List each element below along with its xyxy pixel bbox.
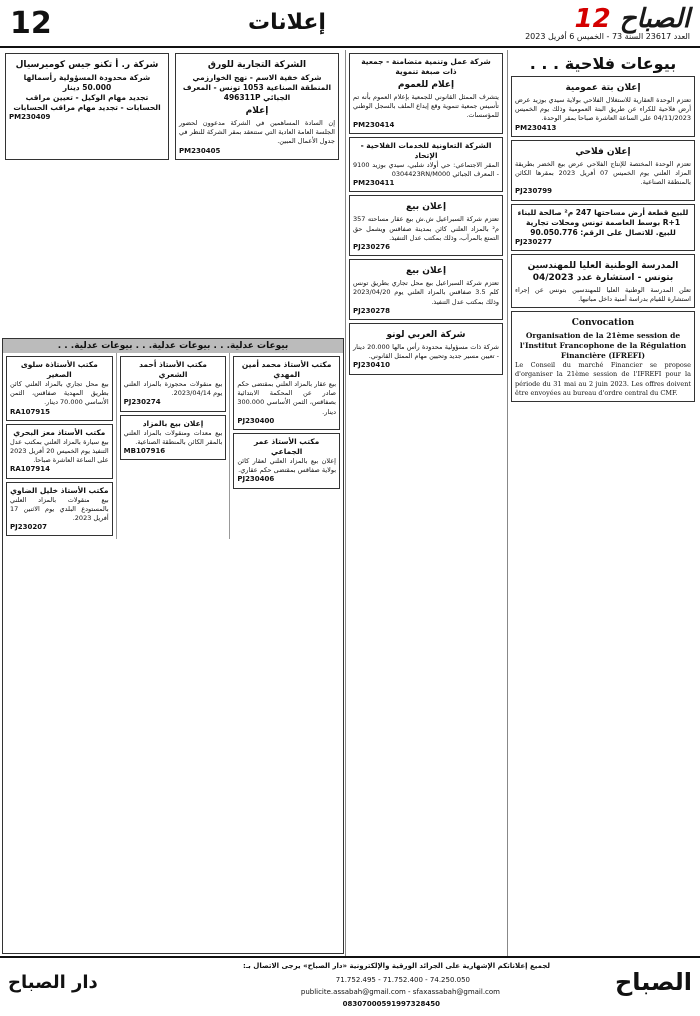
- ad-reference: PJ230207: [9, 523, 47, 532]
- ad-paper-company: [175, 53, 339, 160]
- ad-reference: RA107915: [9, 407, 51, 416]
- ad-body: إن السادة المساهمين في الشركة مدعوون لحضور الجلسة العامة العادية التي ستنعقد بمقر الشركة للنظر في جدول الأعمال المبين.: [179, 119, 335, 146]
- ad-convocation-french: [511, 311, 695, 402]
- judicial-sales-section: [2, 338, 344, 954]
- judicial-ad: [233, 433, 340, 489]
- ad-title: مكتب الأستاذ خليل الضاوي: [10, 485, 109, 495]
- ad-reference: PJ230400: [237, 416, 275, 425]
- ad-title: مكتب الأستاذة سلوى الصغير: [20, 360, 98, 379]
- ad-body: تعتزم شركة السبراعيل ش.ش بيع عقار مساحته 357 م² بالمزاد العلني كائن بمدينة صفاقس ويشمل حق التمتع بالمرآب، وذلك بمكتب عدل التنفيذ.: [353, 215, 499, 242]
- ad-body: بيع منقولات محجوزة بالمزاد العلني يوم 2023/04/14.: [123, 380, 223, 398]
- ad-title: شركة ر. أ تكنو جيس كوميرسيال: [15, 60, 159, 70]
- ad-reference: PJ230406: [237, 475, 275, 484]
- ad-title: الشركة التجارية للورق: [207, 60, 307, 70]
- ad-reference: PM230409: [9, 113, 51, 121]
- newspaper-logo: 12 الصباح: [574, 4, 690, 34]
- ad-engineering-school: [511, 254, 695, 308]
- judicial-ad: [6, 482, 113, 537]
- ad-agri-notice: [511, 140, 695, 201]
- ad-body: يتشرف الممثل القانوني للجمعية بإعلام العموم بأنه تم تأسيس جمعية تنموية وقع إيداع الملف بالسجل الوطني للمؤسسات.: [353, 93, 499, 120]
- ad-body: المقر الاجتماعي: حي أولاد شلبي، سيدي بوزيد 9100 - المعرف الجبائي 0304423RN/M000: [353, 160, 499, 179]
- footer-contact-line: لجميع إعلاناتكم الإشهارية على الجرائد الورقية والإلكترونية «دار الصباح» يرجى الاتصال بـ:: [242, 962, 550, 970]
- ad-body: تجديد مهام الوكيل - تعيين مراقب الحسابات - تجديد مهام مراقب الحسابات: [13, 93, 161, 112]
- banner-agri-sales: بيوعات فلاحية . . .: [529, 54, 677, 73]
- ad-body: بيع عقار بالمزاد العلني بمقتضى حكم صادر عن المحكمة الابتدائية بصفاقس، الثمن الأساسي 300.000 دينار.: [237, 380, 336, 416]
- footer-account: 08307000591997328450: [342, 1000, 440, 1008]
- ad-reference: PJ230274: [123, 398, 161, 407]
- ad-body: Le Conseil du marché Financier se propose d'organiser la 21ème session de l'IFREFI pour la période du 31 mai au 2 juin 2023. Les offres doivent être envoyées au bureau d'ordre central du CMF.: [515, 361, 691, 397]
- column-right: [507, 50, 698, 956]
- ad-title: شركة عمل وتنمية متضامنة - جمعية ذات صبغة تنموية: [361, 57, 491, 76]
- ad-reference: RA107914: [9, 465, 51, 474]
- ad-body: تعلن المدرسة الوطنية العليا للمهندسين بتونس عن إجراء استشارة للقيام بدراسة أمنية داخل مبانيها.: [515, 285, 691, 304]
- ad-reference: PJ230278: [353, 306, 390, 315]
- ad-title: مكتب الأستاذ معز البحري: [13, 427, 106, 437]
- ad-title: الشركة التعاونية للخدمات الفلاحية - الإتحاد: [360, 140, 492, 160]
- ad-title: إعلان بتة عمومية: [565, 83, 641, 93]
- ad-heading: إعلام: [245, 106, 269, 116]
- ad-subtitle: إعلام للعموم: [397, 80, 455, 90]
- ad-company-laarbi: [349, 323, 503, 375]
- judicial-col-2: [116, 353, 230, 539]
- ad-title: شركة العربي لونو: [386, 330, 466, 341]
- ad-title: مكتب الأستاذ أحمد الشعري: [139, 360, 207, 379]
- ad-reference: PM230405: [179, 146, 221, 155]
- ad-subtitle: شركة محدودة المسؤولية رأسمالها 50.000 دينار: [23, 73, 151, 92]
- ad-land-sale: [511, 204, 695, 251]
- ad-subtitle: Organisation de la 21ème session de l'Institut Francophone de la Régulation Financière (IFREFI): [519, 331, 687, 361]
- ad-title: إعلان بيع: [405, 202, 447, 213]
- ad-body: تعتزم الوحدة المختصة للإنتاج الفلاحي عرض بيع الخضر بطريقة المزاد العلني يوم الخميس 07 أفريل 2023 بمقرها الكائن بالمنطقة الصناعية.: [515, 159, 691, 187]
- ad-title: إعلان فلاحي: [575, 146, 631, 157]
- ad-reference: PJ230410: [353, 361, 390, 370]
- ad-title: إعلان بيع: [405, 266, 447, 277]
- footer-logo-left: دار الصباح: [8, 972, 98, 993]
- ad-body: إعلان بيع بالمزاد العلني لعقار كائن بولاية صفاقس بمقتضى حكم عقاري.: [237, 457, 336, 475]
- ad-association: [349, 53, 503, 134]
- footer-logo-right: الصباح: [615, 968, 692, 996]
- column-left-upper: [2, 50, 342, 336]
- ad-body: للبيع قطعة أرض مساحتها 247 م² صالحة للبناء R+1 بوسط العاصمة تونس ومحلات تجارية للبيع. للاتصال على الرقم: 90.050.776: [517, 207, 689, 237]
- ad-body: بيع محل تجاري بالمزاد العلني كائن بطريق المهدية صفاقس، الثمن الأساسي 70.000 دينار.: [9, 380, 109, 407]
- judicial-sales-band: بيوعات عدلية. . . بيوعات عدلية. . . بيوعات عدلية. . .: [3, 339, 343, 353]
- ad-reference: PJ230799: [515, 187, 552, 196]
- ad-sale-notice-1: [349, 195, 503, 256]
- section-title: إعلانات: [248, 10, 326, 35]
- judicial-col-3: [3, 353, 116, 539]
- ad-subtitle: شركة خفية الاسم - نهج الخوارزمي المنطقة الصناعية 1053 تونس - المعرف الجبائي 496311P: [182, 73, 332, 102]
- ad-title: المدرسة الوطنية العليا للمهندسين بتونس - استشارة عدد 04/2023: [527, 260, 679, 283]
- ad-techno-company: [5, 53, 169, 160]
- issue-line: العدد 23617 السنة 73 - الخميس 6 أفريل 2023: [525, 32, 690, 41]
- ad-body: تعتزم الوحدة العقارية للاستغلال الفلاحي بولاية سيدي بوزيد عرض أرض فلاحية للكراء عن طريق البتة العمومية وذلك يوم الخميس 04/11/2023 على الساعة العاشرة صباحا بمقر الوحدة.: [515, 96, 691, 123]
- judicial-ad: [6, 424, 113, 479]
- ad-body: بيع سيارة بالمزاد العلني بمكتب عدل التنفيذ يوم الخميس 20 أفريل 2023 على الساعة العاشرة صباحا.: [9, 437, 109, 465]
- page-header: [0, 0, 700, 48]
- judicial-ad: [6, 356, 113, 421]
- ad-reference: PM230411: [353, 179, 395, 188]
- ad-body: تعتزم شركة السبراعيل بيع محل تجاري بطريق تونس كلم 3.5 صفاقس بالمزاد العلني يوم 2023/04/20 وذلك بمكتب عدل التنفيذ.: [353, 279, 499, 306]
- column-middle: [345, 50, 506, 956]
- judicial-col-1: [229, 353, 343, 539]
- ad-title: مكتب الأستاذ عمر الجماعي: [254, 437, 320, 457]
- judicial-ad: [233, 356, 340, 430]
- ad-sale-notice-2: [349, 259, 503, 320]
- ad-body: بيع معدات ومنقولات بالمزاد العلني بالمقر الكائن بالمنطقة الصناعية.: [123, 428, 223, 446]
- footer-emails: publicite.assabah@gmail.com - sfaxassabah@gmail.com: [300, 988, 500, 996]
- ad-body: شركة ذات مسؤولية محدودة رأس مالها 20.000 دينار - تعيين مسير جديد وتحيين مهام الممثل القانوني.: [353, 343, 499, 361]
- ad-reference: PJ230276: [353, 243, 390, 252]
- page-number: 12: [10, 6, 52, 41]
- ad-reference: MB107916: [123, 447, 166, 456]
- ad-public-tender: [511, 76, 695, 137]
- footer-phones: 71.752.495 - 71.752.400 - 74.250.050: [335, 976, 470, 984]
- ad-title: مكتب الأستاذ محمد أمين المهدي: [241, 360, 332, 379]
- ad-title: Convocation: [571, 318, 635, 329]
- ad-title: إعلان بيع بالمزاد: [142, 418, 204, 428]
- ad-reference: PM230413: [515, 123, 557, 132]
- page-footer: [0, 956, 700, 1016]
- judicial-ad: [120, 415, 227, 461]
- judicial-ad: [120, 356, 227, 412]
- ad-body: بيع منقولات بالمزاد العلني بالمستودع البلدي يوم الاثنين 17 أفريل 2023.: [9, 495, 109, 523]
- ad-reference: PM230414: [353, 120, 395, 129]
- ad-reference: PJ230277: [515, 237, 552, 246]
- ad-cooperative: [349, 137, 503, 193]
